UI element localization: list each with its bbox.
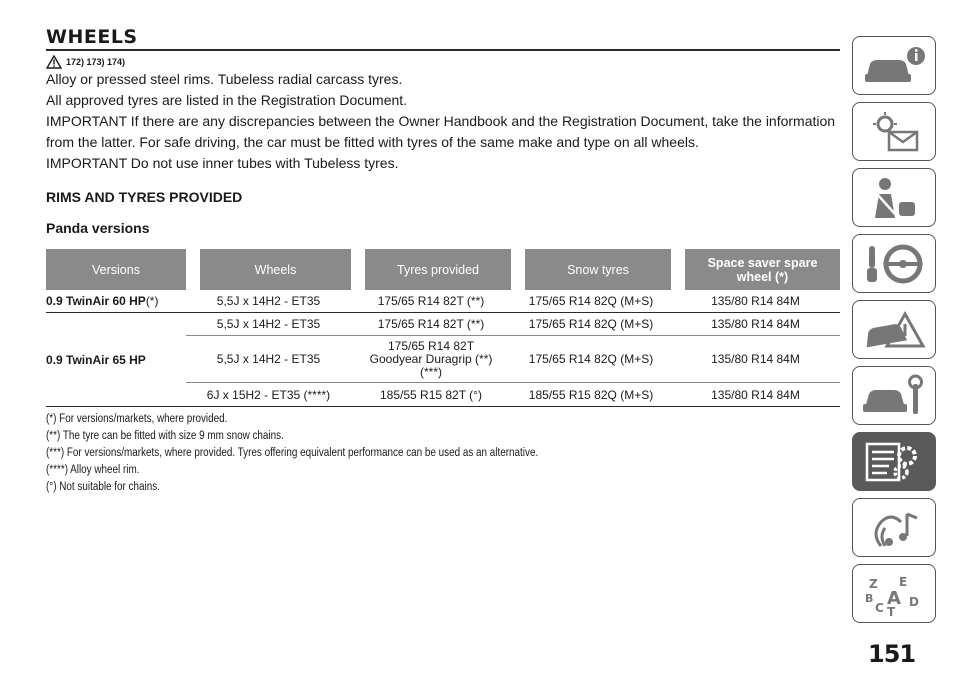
technical-data-icon [861, 440, 927, 484]
tab-seat-safety[interactable] [852, 168, 936, 227]
footnote: (**) The tyre can be fitted with size 9 mm snow chains. [46, 430, 284, 442]
tab-technical-data[interactable] [852, 432, 936, 491]
subsubheading: Panda versions [46, 220, 150, 236]
svg-text:A: A [887, 587, 901, 609]
footnote: (****) Alloy wheel rim. [46, 464, 140, 476]
warning-references [46, 55, 840, 69]
paragraph: All approved tyres are listed in the Registration Document. [46, 92, 408, 108]
document-page [46, 26, 840, 496]
section-body [46, 69, 840, 174]
cell-snow: 185/55 R15 82Q (M+S) [511, 383, 671, 407]
paragraph: IMPORTANT If there are any discrepancies between the Owner Handbook and the Registration Document, take the information from the latter. For safe driving, the car must be fitted with tyres of the same make and type on all wheels. [46, 113, 836, 150]
svg-text:C: C [875, 600, 884, 615]
footnote: (°) Not suitable for chains. [46, 481, 160, 493]
cell-version: 0.9 TwinAir 65 HP [46, 313, 186, 407]
chapter-nav-tabs [852, 36, 938, 630]
dashboard-lights-icon [861, 110, 927, 154]
cell-wheels: 6J x 15H2 - ET35 (****) [186, 383, 351, 407]
table-header-row [46, 249, 840, 290]
warning-triangle-icon [46, 55, 62, 69]
cell-tyres: 175/65 R14 82T (**) [351, 290, 511, 313]
emergency-icon [861, 308, 927, 352]
cell-snow: 175/65 R14 82Q (M+S) [511, 313, 671, 336]
cell-spare: 135/80 R14 84M [671, 313, 840, 336]
header-space-saver: Space saver spare wheel (*) [671, 249, 840, 290]
seat-safety-icon [861, 176, 927, 220]
maintenance-icon [861, 374, 927, 418]
multimedia-icon [861, 506, 927, 550]
cell-tyres: 175/65 R14 82T Goodyear Duragrip (**) (***) [351, 336, 511, 383]
cell-version: 0.9 TwinAir 60 HP(*) [46, 290, 186, 313]
svg-text:B: B [865, 591, 874, 605]
paragraph: Alloy or pressed steel rims. Tubeless radial carcass tyres. [46, 71, 403, 87]
cell-spare: 135/80 R14 84M [671, 336, 840, 383]
cell-spare: 135/80 R14 84M [671, 290, 840, 313]
svg-text:D: D [909, 594, 919, 609]
cell-tyres: 185/55 R15 82T (°) [351, 383, 511, 407]
cell-spare: 135/80 R14 84M [671, 383, 840, 407]
cell-wheels: 5,5J x 14H2 - ET35 [186, 336, 351, 383]
tab-emergency[interactable] [852, 300, 936, 359]
svg-text:Z: Z [869, 576, 878, 591]
paragraph: IMPORTANT Do not use inner tubes with Tubeless tyres. [46, 155, 399, 171]
section-title: WHEELS [46, 26, 840, 51]
header-snow-tyres: Snow tyres [511, 249, 671, 290]
cell-wheels: 5,5J x 14H2 - ET35 [186, 290, 351, 313]
rims-tyres-table [46, 249, 840, 407]
footnotes [46, 411, 840, 496]
tab-dashboard-lights[interactable] [852, 102, 936, 161]
tab-multimedia[interactable] [852, 498, 936, 557]
table-row [46, 313, 840, 336]
tab-car-info[interactable] [852, 36, 936, 95]
tab-starting-driving[interactable] [852, 234, 936, 293]
header-versions: Versions [46, 249, 186, 290]
cell-wheels: 5,5J x 14H2 - ET35 [186, 313, 351, 336]
svg-text:E: E [899, 574, 908, 589]
tab-maintenance[interactable] [852, 366, 936, 425]
subheading: RIMS AND TYRES PROVIDED [46, 189, 243, 205]
cell-tyres: 175/65 R14 82T (**) [351, 313, 511, 336]
page-number: 151 [868, 640, 916, 668]
car-info-icon [861, 44, 927, 88]
index-icon [861, 572, 927, 616]
footnote: (*) For versions/markets, where provided. [46, 413, 228, 425]
header-wheels: Wheels [186, 249, 351, 290]
table-row [46, 290, 840, 313]
header-tyres-provided: Tyres provided [351, 249, 511, 290]
warning-refs-text: 172) 173) 174) [66, 57, 126, 67]
cell-snow: 175/65 R14 82Q (M+S) [511, 336, 671, 383]
cell-snow: 175/65 R14 82Q (M+S) [511, 290, 671, 313]
svg-text:T: T [887, 604, 896, 616]
starting-driving-icon [861, 242, 927, 286]
footnote: (***) For versions/markets, where provided. Tyres offering equivalent performance can be used as an alternative. [46, 447, 539, 459]
tab-index[interactable] [852, 564, 936, 623]
